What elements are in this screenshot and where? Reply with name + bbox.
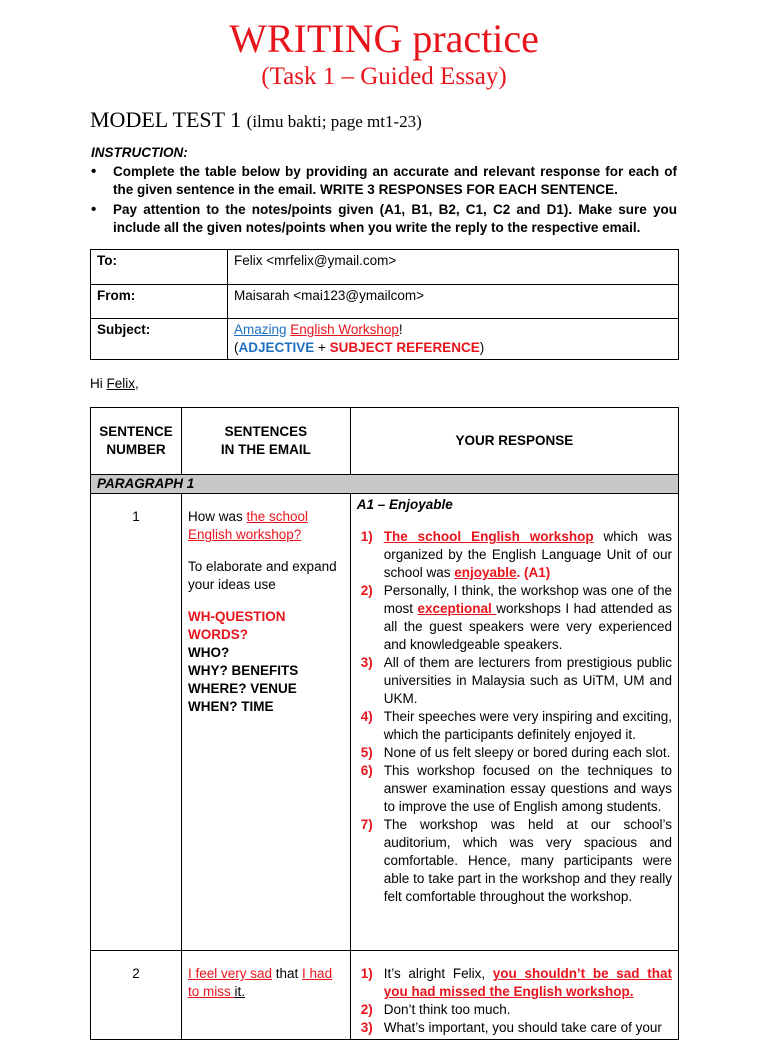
- response-text: Their speeches were very inspiring and exciting, which the participants definitely enjoyed it.: [383, 709, 672, 742]
- email-from-row: [91, 285, 679, 319]
- row-number: 1: [91, 494, 182, 951]
- email-from-label: From:: [91, 285, 228, 319]
- row-sentence: [181, 951, 350, 1040]
- response-number: 1): [360, 529, 373, 544]
- page-subtitle: (Task 1 – Guided Essay): [261, 63, 507, 90]
- response-item: [357, 744, 672, 762]
- email-subject-value: [228, 319, 679, 360]
- hint-adjective: ADJECTIVE: [238, 340, 315, 355]
- paragraph-row: [91, 475, 679, 494]
- sentence-question: [188, 508, 344, 544]
- question-part: I had to miss: [187, 966, 333, 999]
- response-text: It’s alright Felix,: [383, 966, 493, 981]
- model-test-label: MODEL TEST 1: [90, 107, 242, 132]
- response-adjective: exceptional: [417, 601, 497, 616]
- email-from-value: Maisarah <mai123@ymailcom>: [228, 285, 679, 319]
- response-reference: you shouldn’t be sad that you had missed the English workshop.: [383, 966, 672, 999]
- subject-reference: English Workshop: [290, 322, 399, 337]
- response-text: which was organized by the English Language Unit of our school was: [383, 529, 672, 580]
- response-item: [357, 654, 672, 708]
- header-sentences-line1: SENTENCES: [224, 424, 308, 439]
- row-number: 2: [91, 951, 182, 1040]
- hint-open: (: [234, 340, 239, 355]
- row-response: [350, 494, 678, 951]
- response-text: None of us felt sleepy or bored during each slot.: [383, 745, 671, 760]
- header-your-response: YOUR RESPONSE: [350, 408, 678, 475]
- model-test-note: (ilmu bakti; page mt1-23): [246, 112, 422, 131]
- greeting-name: Felix: [106, 376, 136, 391]
- header-sentences-line2: IN THE EMAIL: [220, 442, 311, 457]
- wh-item: WHERE? VENUE: [187, 681, 297, 696]
- greeting: [90, 375, 139, 393]
- wh-item: WHEN? TIME: [187, 699, 274, 714]
- response-number: 1): [360, 966, 373, 981]
- wh-heading: WH-QUESTION WORDS?: [187, 609, 286, 642]
- header-sentence-number: [91, 408, 182, 475]
- email-to-label: To:: [91, 250, 228, 285]
- response-number: 3): [360, 1020, 373, 1035]
- response-number: 6): [360, 763, 373, 778]
- paragraph-label: PARAGRAPH 1: [91, 475, 679, 494]
- page-title: WRITING practice: [229, 16, 539, 61]
- response-table: [90, 407, 679, 1040]
- table-row: [91, 494, 679, 951]
- row-response: [350, 951, 678, 1040]
- point-label: A1 – Enjoyable: [356, 497, 453, 512]
- wh-item: WHO?: [187, 645, 230, 660]
- response-item: [357, 816, 672, 906]
- instruction-item: • Pay attention to the notes/points given (A1, B1, B2, C1, C2 and D1). Make sure you include all the given notes/points when you write the reply to the respective email.: [91, 201, 677, 237]
- response-text: The workshop was held at our school’s auditorium, which was very spacious and comfortable. Hence, many participants were able to take part in the workshop and they really felt comfortable throughout the workshop.: [383, 817, 672, 904]
- response-text: Don’t think too much.: [383, 1002, 511, 1017]
- response-text: What’s important, you should take care of your: [383, 1020, 662, 1035]
- greeting-hi: Hi: [90, 376, 107, 391]
- model-test-heading: [90, 107, 422, 135]
- instruction-item: • Complete the table below by providing an accurate and relevant response for each of the given sentence in the email. WRITE 3 RESPONSES FOR EACH SENTENCE.: [91, 163, 677, 199]
- question-part: it: [234, 984, 242, 999]
- subject-adjective: Amazing: [234, 322, 287, 337]
- question-part: .: [241, 984, 245, 999]
- hint-plus: +: [314, 340, 330, 355]
- response-item: [357, 965, 672, 1001]
- table-row: [91, 951, 679, 1040]
- subject-hint: [234, 339, 672, 357]
- email-header-table: [90, 249, 679, 360]
- question-prefix: How was: [187, 509, 247, 524]
- response-text: workshops I had attended as all the guest speakers were very experienced and knowledgeable speakers.: [383, 601, 672, 652]
- header-sentence-number-line2: NUMBER: [106, 442, 166, 457]
- response-item: [357, 708, 672, 744]
- header-sentences: [181, 408, 350, 475]
- response-number: 7): [360, 817, 373, 832]
- response-item: [357, 1001, 672, 1019]
- response-tag: (A1): [520, 565, 551, 580]
- response-number: 5): [360, 745, 373, 760]
- response-period: .: [516, 565, 521, 580]
- sentence-question: [188, 965, 344, 1001]
- response-number: 2): [360, 583, 373, 598]
- table-header-row: [91, 408, 679, 475]
- question-part: that: [272, 966, 303, 981]
- response-text: Personally, I think, the workshop was one of the most: [383, 583, 672, 616]
- response-item: [357, 528, 672, 582]
- response-text: All of them are lecturers from prestigious public universities in Malaysia such as UiTM, UM and UKM.: [383, 655, 672, 706]
- response-item: [357, 1019, 672, 1037]
- email-subject-label: Subject:: [91, 319, 228, 360]
- instruction-heading: INSTRUCTION:: [91, 145, 188, 160]
- response-reference: The school English workshop: [383, 529, 594, 544]
- response-number: 2): [360, 1002, 373, 1017]
- response-text: This workshop focused on the techniques to answer examination essay questions and ways to improve the use of English among students.: [383, 763, 672, 814]
- instruction-list: [91, 163, 677, 239]
- response-adjective: enjoyable: [454, 565, 517, 580]
- response-list: [357, 965, 672, 1037]
- header-sentence-number-line1: SENTENCE: [99, 424, 173, 439]
- subject-line: [234, 321, 672, 339]
- hint-reference: SUBJECT REFERENCE: [329, 340, 480, 355]
- response-number: 4): [360, 709, 373, 724]
- greeting-comma: ,: [135, 376, 139, 391]
- subject-end: !: [398, 322, 403, 337]
- email-subject-row: [91, 319, 679, 360]
- response-number: 3): [360, 655, 373, 670]
- elaborate-note: To elaborate and expand your ideas use: [187, 559, 337, 592]
- response-item: [357, 762, 672, 816]
- response-list: [357, 528, 672, 906]
- question-reference: the school English workshop?: [187, 509, 309, 542]
- email-to-value: Felix <mrfelix@ymail.com>: [228, 250, 679, 285]
- email-to-row: [91, 250, 679, 285]
- response-item: [357, 582, 672, 654]
- question-part: I feel very sad: [187, 966, 273, 981]
- wh-item: WHY? BENEFITS: [187, 663, 299, 678]
- row-sentence: [181, 494, 350, 951]
- hint-close: ): [479, 340, 485, 355]
